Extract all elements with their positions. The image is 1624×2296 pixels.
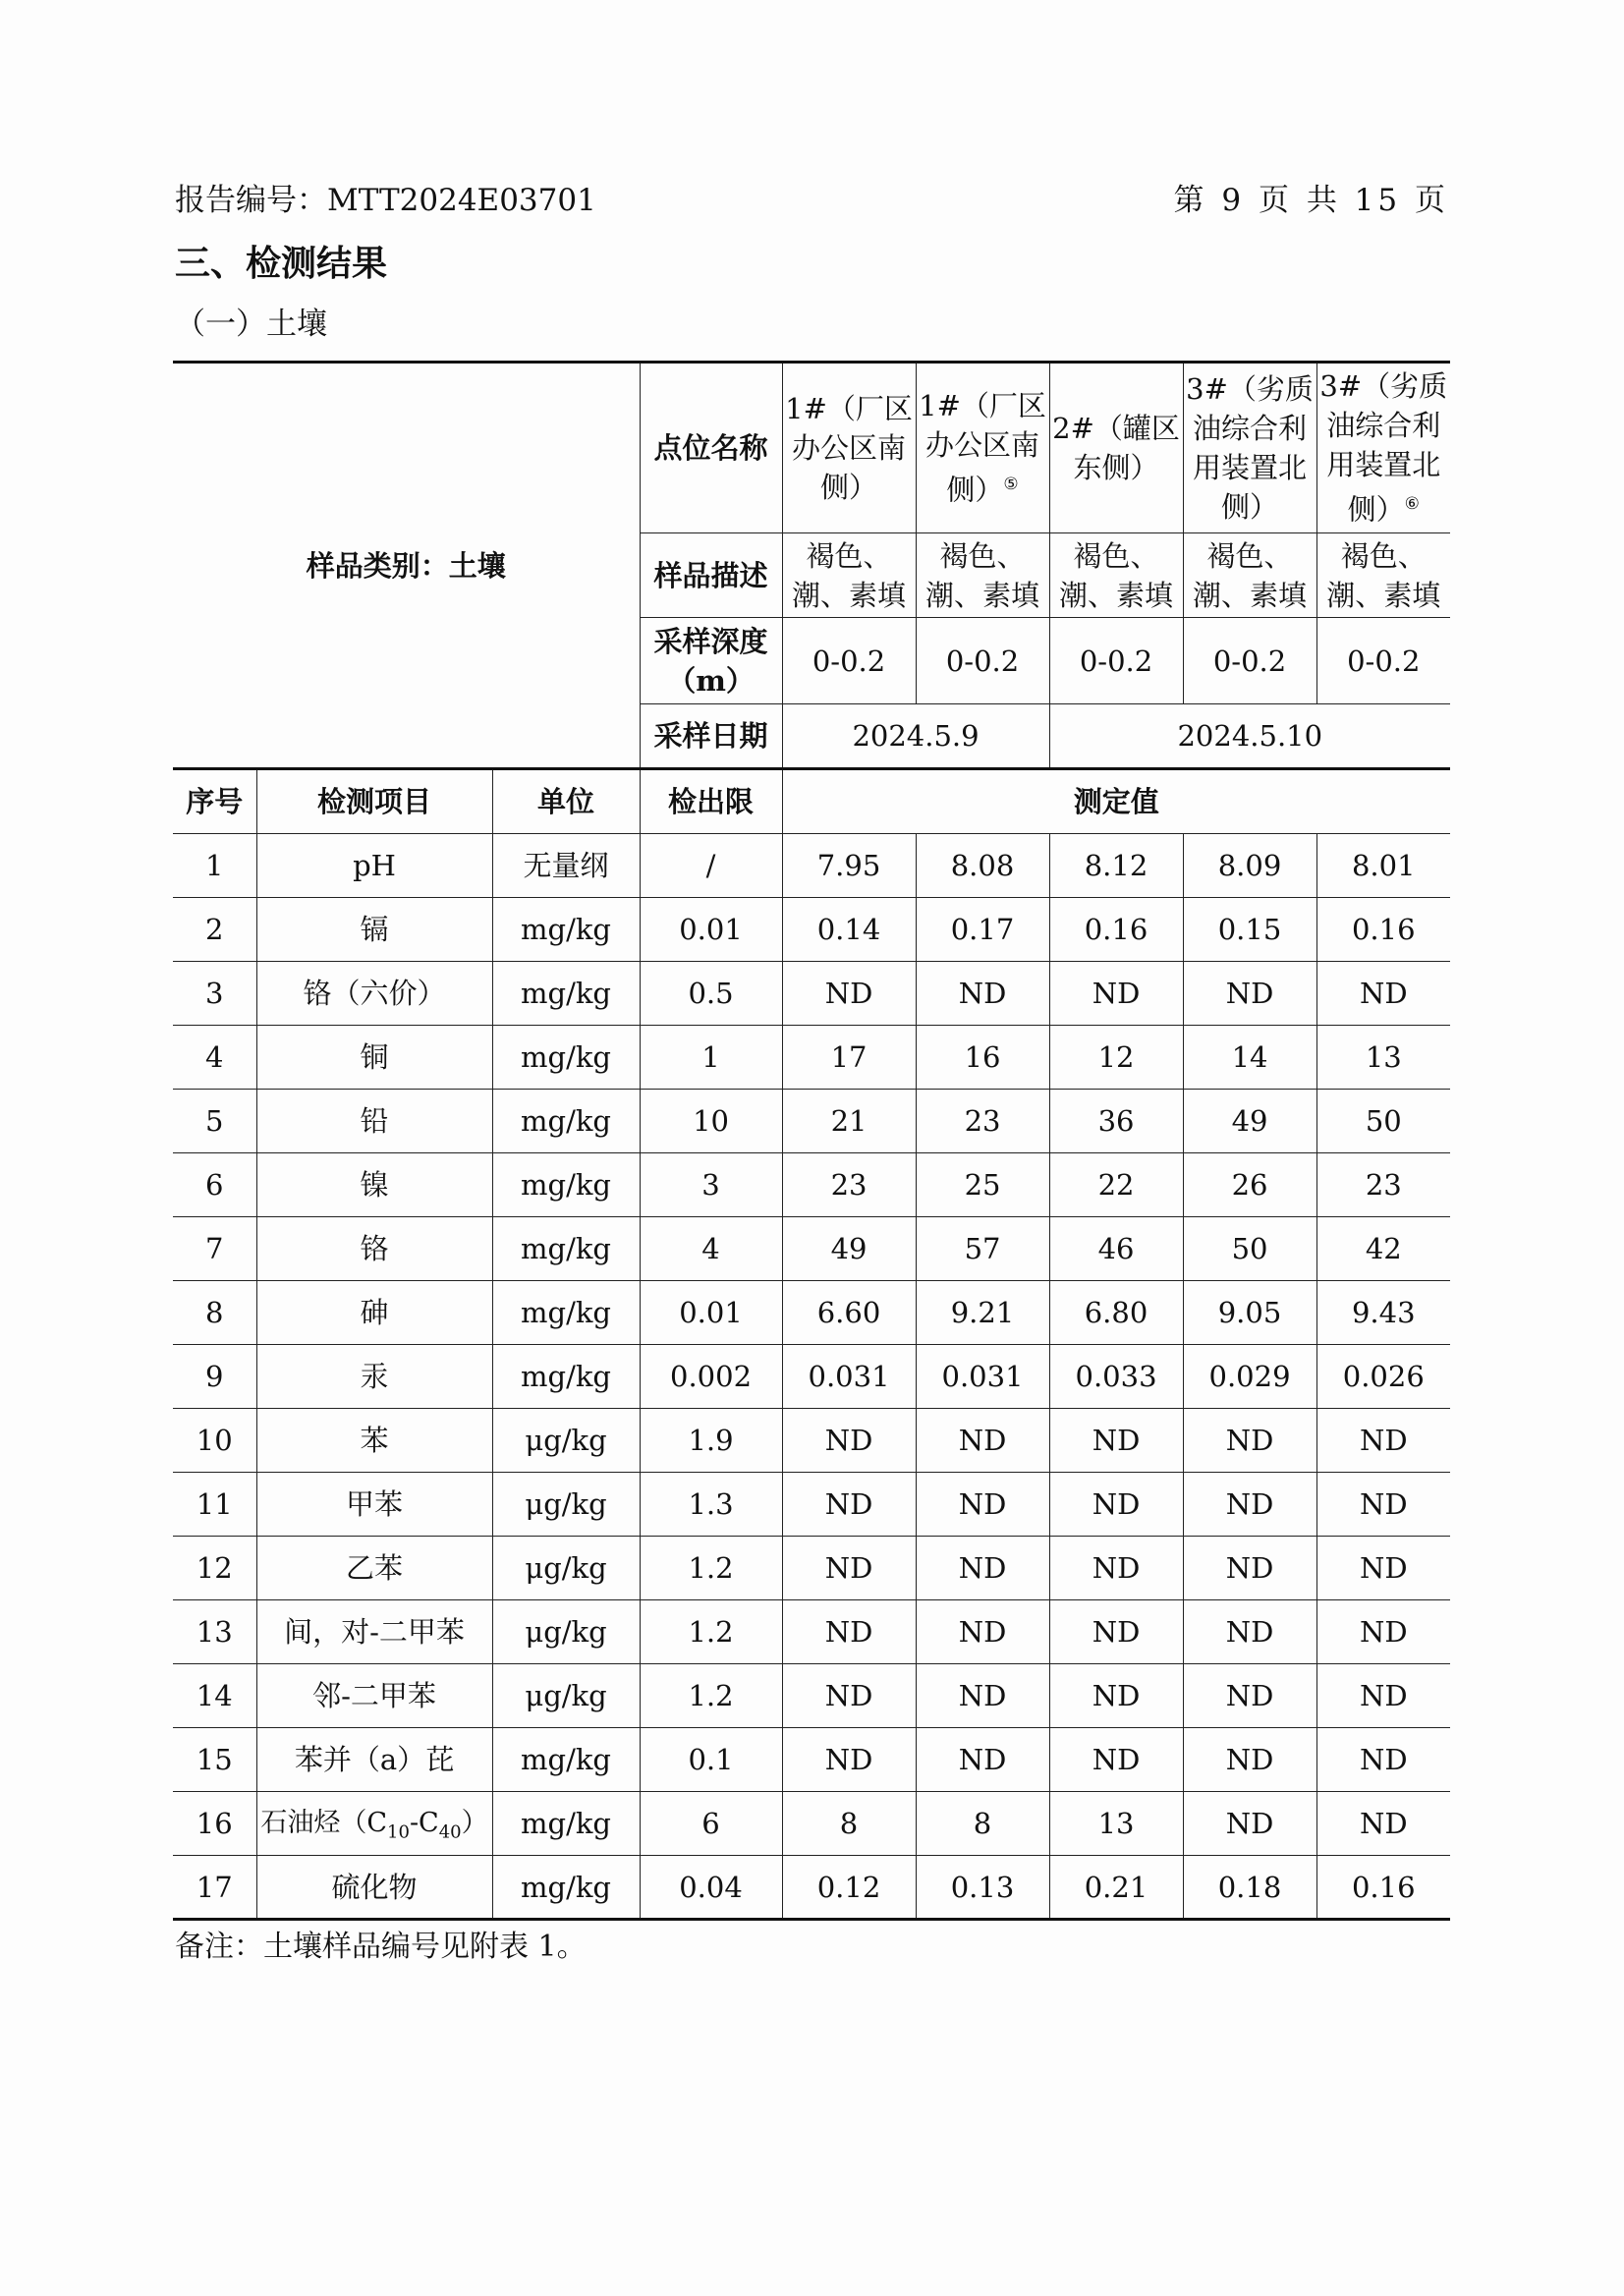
row-no: 6 [173, 1153, 256, 1217]
row-value: ND [1316, 1473, 1450, 1537]
row-unit: mg/kg [492, 1217, 640, 1281]
sample-category-cell [173, 363, 640, 769]
table-row [173, 1090, 1450, 1153]
row-value: 14 [1183, 1026, 1316, 1090]
row-value: 6.60 [782, 1281, 916, 1345]
row-value: 7.95 [782, 834, 916, 898]
row-value: ND [1049, 1728, 1183, 1792]
subsection-title: （一）土壤 [175, 307, 327, 342]
depth-1: 0-0.2 [782, 618, 916, 704]
row-value: ND [916, 1728, 1049, 1792]
row-unit: mg/kg [492, 1345, 640, 1409]
point-name-3: 2#（罐区东侧） [1049, 363, 1183, 533]
depth-3: 0-0.2 [1049, 618, 1183, 704]
row-value: 0.18 [1183, 1856, 1316, 1920]
row-unit: μg/kg [492, 1537, 640, 1600]
row-unit: μg/kg [492, 1600, 640, 1664]
row-value: 12 [1049, 1026, 1183, 1090]
row-value: 0.033 [1049, 1345, 1183, 1409]
table-row [173, 1345, 1450, 1409]
col-header-unit: 单位 [492, 769, 640, 834]
row-value: 8.01 [1316, 834, 1450, 898]
row-unit: mg/kg [492, 1090, 640, 1153]
row-value: 8.08 [916, 834, 1049, 898]
row-value: ND [1183, 1537, 1316, 1600]
row-value: 57 [916, 1217, 1049, 1281]
row-no: 14 [173, 1664, 256, 1728]
row-item: 砷 [256, 1281, 492, 1345]
table-row [173, 1153, 1450, 1217]
row-value: ND [782, 1473, 916, 1537]
row-value: 13 [1316, 1026, 1450, 1090]
row-no: 10 [173, 1409, 256, 1473]
footnote-mark: ⑤ [1003, 475, 1019, 495]
row-unit: 无量纲 [492, 834, 640, 898]
row-value: 50 [1183, 1217, 1316, 1281]
row-value: 0.15 [1183, 898, 1316, 962]
row-value: ND [916, 1537, 1049, 1600]
table-row [173, 1026, 1450, 1090]
row-value: ND [782, 962, 916, 1026]
table-row [173, 1792, 1450, 1856]
row-value: 0.031 [782, 1345, 916, 1409]
row-item: 铅 [256, 1090, 492, 1153]
sample-desc-label: 样品描述 [640, 533, 782, 618]
row-value: ND [1316, 1600, 1450, 1664]
row-value: 8 [916, 1792, 1049, 1856]
row-value: 8.12 [1049, 834, 1183, 898]
row-value: ND [1183, 1792, 1316, 1856]
row-value: 21 [782, 1090, 916, 1153]
row-value: 23 [916, 1090, 1049, 1153]
table-row [173, 1600, 1450, 1664]
row-unit: μg/kg [492, 1664, 640, 1728]
row-value: 0.026 [1316, 1345, 1450, 1409]
row-value: ND [916, 1473, 1049, 1537]
row-item: 硫化物 [256, 1856, 492, 1920]
row-value: 0.17 [916, 898, 1049, 962]
row-item: 邻-二甲苯 [256, 1664, 492, 1728]
row-value: ND [1049, 1473, 1183, 1537]
row-limit: 1.2 [640, 1664, 782, 1728]
sampling-date-2: 2024.5.10 [1049, 704, 1450, 769]
row-value: ND [916, 1664, 1049, 1728]
sample-category: 样品类别：土壤 [306, 548, 506, 583]
row-value: 42 [1316, 1217, 1450, 1281]
row-value: ND [1316, 1792, 1450, 1856]
row-value: ND [782, 1537, 916, 1600]
row-value: ND [1316, 1728, 1450, 1792]
row-limit: 1.2 [640, 1600, 782, 1664]
row-limit: 1.3 [640, 1473, 782, 1537]
row-item: 镍 [256, 1153, 492, 1217]
row-value: 0.031 [916, 1345, 1049, 1409]
row-limit: 1.9 [640, 1409, 782, 1473]
row-value: ND [1049, 1409, 1183, 1473]
data-rows [173, 834, 1450, 1920]
row-value: ND [1316, 1664, 1450, 1728]
row-value: 6.80 [1049, 1281, 1183, 1345]
row-limit: 1 [640, 1026, 782, 1090]
table-row [173, 834, 1450, 898]
row-value: ND [782, 1728, 916, 1792]
table-row [173, 1409, 1450, 1473]
row-no: 13 [173, 1600, 256, 1664]
row-no: 9 [173, 1345, 256, 1409]
row-value: 9.21 [916, 1281, 1049, 1345]
sample-desc-3: 褐色、潮、素填 [1049, 533, 1183, 618]
row-value: ND [782, 1600, 916, 1664]
sampling-date-label: 采样日期 [640, 704, 782, 769]
row-value: 46 [1049, 1217, 1183, 1281]
row-value: ND [1183, 1409, 1316, 1473]
row-value: ND [916, 1409, 1049, 1473]
table-row [173, 1664, 1450, 1728]
row-value: 0.029 [1183, 1345, 1316, 1409]
row-limit: 4 [640, 1217, 782, 1281]
table-row [173, 898, 1450, 962]
depth-4: 0-0.2 [1183, 618, 1316, 704]
row-value: 8.09 [1183, 834, 1316, 898]
table-row [173, 1217, 1450, 1281]
row-unit: mg/kg [492, 1728, 640, 1792]
row-value: 8 [782, 1792, 916, 1856]
table-row [173, 1728, 1450, 1792]
col-header-values: 测定值 [782, 769, 1450, 834]
page-number: 第 9 页 共 15 页 [1173, 183, 1449, 218]
soil-results-table [173, 361, 1450, 1921]
row-value: 9.05 [1183, 1281, 1316, 1345]
row-value: 25 [916, 1153, 1049, 1217]
row-value: 0.12 [782, 1856, 916, 1920]
col-header-no: 序号 [173, 769, 256, 834]
row-value: 49 [782, 1217, 916, 1281]
point-name-5: 3#（劣质油综合利用装置北侧）⑥ [1316, 363, 1450, 533]
row-limit: 0.002 [640, 1345, 782, 1409]
row-unit: mg/kg [492, 962, 640, 1026]
row-value: 0.14 [782, 898, 916, 962]
row-no: 7 [173, 1217, 256, 1281]
table-row [173, 1281, 1450, 1345]
depth-2: 0-0.2 [916, 618, 1049, 704]
row-item: 苯并（a）芘 [256, 1728, 492, 1792]
row-value: 9.43 [1316, 1281, 1450, 1345]
row-value: ND [1049, 1537, 1183, 1600]
row-unit: mg/kg [492, 1792, 640, 1856]
row-limit: 3 [640, 1153, 782, 1217]
row-limit: 0.04 [640, 1856, 782, 1920]
col-header-item: 检测项目 [256, 769, 492, 834]
row-no: 4 [173, 1026, 256, 1090]
row-no: 16 [173, 1792, 256, 1856]
row-value: ND [1183, 1728, 1316, 1792]
row-value: ND [1183, 962, 1316, 1026]
row-value: 0.16 [1316, 898, 1450, 962]
row-value: 0.21 [1049, 1856, 1183, 1920]
sampling-depth-label: 采样深度 （m） [640, 618, 782, 704]
row-item: 铜 [256, 1026, 492, 1090]
row-value: 16 [916, 1026, 1049, 1090]
row-value: 0.16 [1316, 1856, 1450, 1920]
row-value: 0.13 [916, 1856, 1049, 1920]
row-no: 2 [173, 898, 256, 962]
row-no: 3 [173, 962, 256, 1026]
table-row [173, 1473, 1450, 1537]
table-row [173, 1856, 1450, 1920]
row-limit: 1.2 [640, 1537, 782, 1600]
table-row [173, 962, 1450, 1026]
row-unit: mg/kg [492, 1153, 640, 1217]
page-header [175, 175, 1449, 218]
section-title: 三、检测结果 [175, 243, 388, 284]
row-value: ND [1049, 962, 1183, 1026]
row-item: 镉 [256, 898, 492, 962]
depth-5: 0-0.2 [1316, 618, 1450, 704]
row-value: 23 [1316, 1153, 1450, 1217]
row-limit: 6 [640, 1792, 782, 1856]
row-value: ND [1049, 1664, 1183, 1728]
row-item: 石油烃$(C_{10}-C_{40})$ [256, 1792, 492, 1856]
row-value: 13 [1049, 1792, 1183, 1856]
row-value: ND [1316, 1537, 1450, 1600]
row-limit: 0.01 [640, 898, 782, 962]
row-value: ND [1316, 1409, 1450, 1473]
row-value: ND [1316, 962, 1450, 1026]
row-no: 12 [173, 1537, 256, 1600]
row-value: 49 [1183, 1090, 1316, 1153]
row-value: 23 [782, 1153, 916, 1217]
row-item: 苯 [256, 1409, 492, 1473]
row-value: 22 [1049, 1153, 1183, 1217]
row-item: 间，对-二甲苯 [256, 1600, 492, 1664]
table-row [173, 1537, 1450, 1600]
row-no: 1 [173, 834, 256, 898]
row-item: 汞 [256, 1345, 492, 1409]
col-header-limit: 检出限 [640, 769, 782, 834]
row-value: ND [1183, 1473, 1316, 1537]
row-no: 8 [173, 1281, 256, 1345]
row-limit: / [640, 834, 782, 898]
point-name-label: 点位名称 [640, 363, 782, 533]
row-value: ND [782, 1409, 916, 1473]
remark: 备注：土壤样品编号见附表 1。 [175, 1930, 587, 1964]
row-item: 铬 [256, 1217, 492, 1281]
row-unit: μg/kg [492, 1409, 640, 1473]
point-name-4: 3#（劣质油综合利用装置北侧） [1183, 363, 1316, 533]
footnote-mark: ⑥ [1404, 494, 1420, 515]
sample-desc-4: 褐色、潮、素填 [1183, 533, 1316, 618]
row-item: 铬（六价） [256, 962, 492, 1026]
row-value: ND [1183, 1600, 1316, 1664]
sampling-date-1: 2024.5.9 [782, 704, 1049, 769]
row-limit: 0.01 [640, 1281, 782, 1345]
row-unit: mg/kg [492, 1281, 640, 1345]
row-item: 乙苯 [256, 1537, 492, 1600]
row-no: 5 [173, 1090, 256, 1153]
point-name-2: 1#（厂区办公区南侧）⑤ [916, 363, 1049, 533]
row-value: 36 [1049, 1090, 1183, 1153]
sample-desc-1: 褐色、潮、素填 [782, 533, 916, 618]
row-no: 17 [173, 1856, 256, 1920]
row-value: ND [916, 962, 1049, 1026]
point-name-1: 1#（厂区办公区南侧） [782, 363, 916, 533]
row-unit: mg/kg [492, 898, 640, 962]
row-unit: mg/kg [492, 1856, 640, 1920]
row-value: 17 [782, 1026, 916, 1090]
row-limit: 10 [640, 1090, 782, 1153]
row-limit: 0.5 [640, 962, 782, 1026]
sample-desc-2: 褐色、潮、素填 [916, 533, 1049, 618]
row-value: 0.16 [1049, 898, 1183, 962]
row-item: pH [256, 834, 492, 898]
row-value: ND [1183, 1664, 1316, 1728]
row-limit: 0.1 [640, 1728, 782, 1792]
row-value: 26 [1183, 1153, 1316, 1217]
report-number: 报告编号：MTT2024E03701 [175, 183, 596, 218]
row-unit: μg/kg [492, 1473, 640, 1537]
sample-desc-5: 褐色、潮、素填 [1316, 533, 1450, 618]
row-no: 11 [173, 1473, 256, 1537]
row-item: 甲苯 [256, 1473, 492, 1537]
row-no: 15 [173, 1728, 256, 1792]
row-unit: mg/kg [492, 1026, 640, 1090]
row-value: 50 [1316, 1090, 1450, 1153]
row-value: ND [782, 1664, 916, 1728]
row-value: ND [1049, 1600, 1183, 1664]
row-value: ND [916, 1600, 1049, 1664]
